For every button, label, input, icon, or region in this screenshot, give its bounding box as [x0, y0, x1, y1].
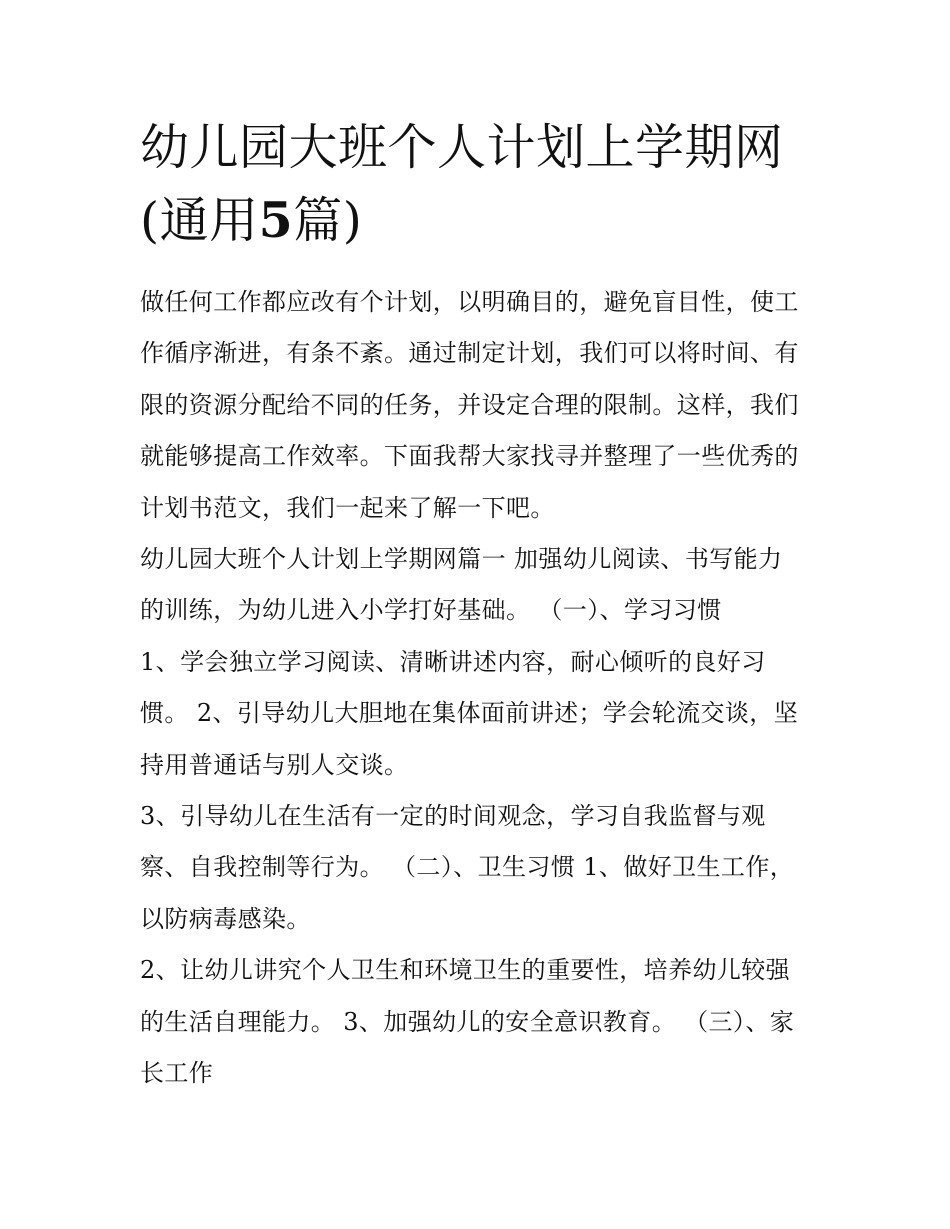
body-line: 的训练，为幼儿进入小学打好基础。 （一）、学习习惯 [140, 596, 722, 625]
body-line: 以防病毒感染。 [140, 904, 311, 933]
body-line: 幼儿园大班个人计划上学期网篇一 加强幼儿阅读、书写能力 [140, 545, 783, 574]
document-body [140, 277, 815, 1100]
body-line: 持用普通话与别人交谈。 [140, 750, 409, 779]
body-line: 惯。 2、引导幼儿大胆地在集体面前讲述；学会轮流交谈，坚 [140, 699, 799, 728]
body-line: 察、自我控制等行为。 （二）、卫生习惯 1、做好卫生工作， [140, 853, 795, 882]
body-line: 限的资源分配给不同的任务，并设定合理的限制。这样，我们 [140, 390, 799, 419]
document-page [140, 112, 815, 1100]
body-line: 3、引导幼儿在生活有一定的时间观念，学习自我监督与观 [140, 802, 766, 831]
body-line: 长工作 [140, 1059, 214, 1088]
title-number: 5 [258, 191, 294, 249]
title-open: (通用 [140, 192, 259, 249]
body-line: 做任何工作都应改有个计划，以明确目的，避免盲目性，使工 [140, 288, 799, 316]
body-line: 的生活自理能力。 3、加强幼儿的安全意识教育。 （三）、家 [140, 1007, 795, 1036]
title-close: 篇) [293, 192, 363, 249]
body-line: 作循序渐进，有条不紊。通过制定计划，我们可以将时间、有 [140, 339, 799, 368]
body-line: 2、让幼儿讲究个人卫生和环境卫生的重要性，培养幼儿较强 [140, 956, 791, 985]
title-line-1: 幼儿园大班个人计划上学期网 [140, 119, 784, 176]
body-line: 1、学会独立学习阅读、清晰讲述内容，耐心倾听的良好习 [140, 647, 766, 676]
document-title [140, 112, 815, 257]
body-line: 计划书范文，我们一起来了解一下吧。 [140, 493, 555, 522]
title-line-2 [140, 184, 815, 257]
body-line: 就能够提高工作效率。下面我帮大家找寻并整理了一些优秀的 [140, 442, 799, 471]
